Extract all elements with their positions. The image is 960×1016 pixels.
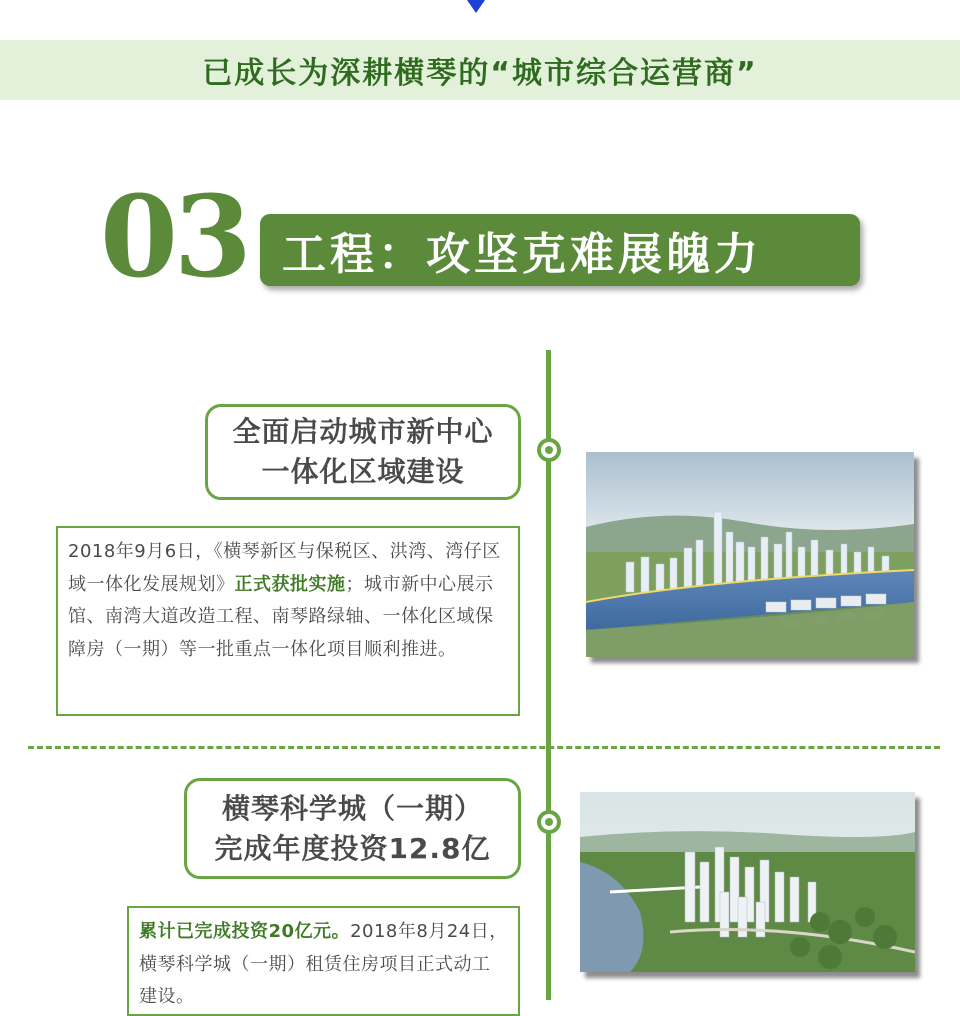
item-2-heading-line-2: 完成年度投资12.8亿 xyxy=(214,831,491,865)
item-1-city-photo xyxy=(586,452,914,657)
down-arrow-icon xyxy=(467,0,485,13)
item-2-heading-line-1: 横琴科学城（一期） xyxy=(221,791,483,825)
item-1-heading-line-2: 一体化区域建设 xyxy=(261,455,465,488)
section-number: 03 xyxy=(100,172,248,303)
item-2-heading-box xyxy=(184,778,521,879)
top-banner xyxy=(0,40,960,100)
timeline-node-1 xyxy=(537,438,561,462)
banner-title: 已成长为深耕横琴的“城市综合运营商” xyxy=(202,56,758,91)
item-2-science-city-photo xyxy=(580,792,915,972)
timeline-node-2 xyxy=(537,810,561,834)
section-title: 工程：攻坚克难展魄力 xyxy=(282,229,762,280)
item-1-description xyxy=(56,526,520,716)
item-2-desc-suffix: 2018年8月24日，横琴科学城（一期）租赁住房项目正式动工建设。 xyxy=(139,921,508,1007)
item-2-desc-highlight: 累计已完成投资20亿元。 xyxy=(139,921,351,942)
item-1-heading-line-1: 全面启动城市新中心 xyxy=(232,415,494,448)
item-1-desc-highlight: 正式获批实施 xyxy=(234,573,346,595)
item-1-desc-suffix: ；城市新中心展示馆、南湾大道改造工程、南琴路绿轴、一体化区域保障房（一期）等一批重点一体化项目顺利推进。 xyxy=(68,573,494,660)
item-1-desc-prefix: 2018年9月6日，《横琴新区与保税区、洪湾、湾仔区域一体化发展规划》 xyxy=(68,541,501,595)
item-1-heading-box xyxy=(205,404,521,500)
section-divider xyxy=(28,746,940,749)
section-title-box xyxy=(260,214,860,286)
